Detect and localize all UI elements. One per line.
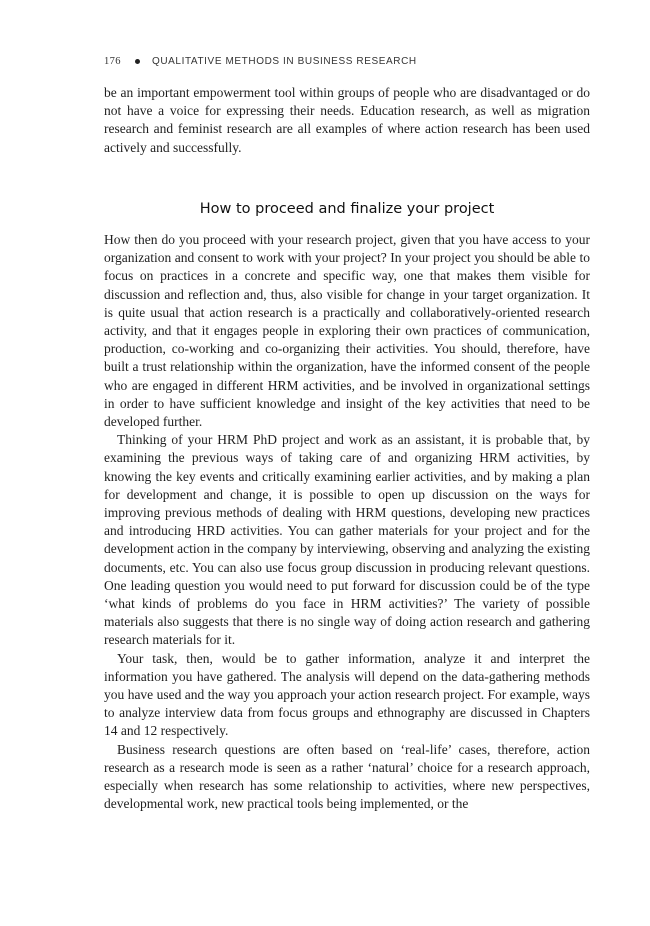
intro-paragraph: be an important empowerment tool within groups of people who are disadvantaged or do not have a voice for expressing their needs. Education research, as well as migration research and feminist research are all examples of where action research has been used actively and successfully. — [104, 85, 590, 155]
section-paragraph-4: Business research questions are often based on ‘real-life’ cases, therefore, action research as a research mode is seen as a rather ‘natural’ choice for a research approach, especially when research has some relationship to activities, where new perspectives, developmental work, new practical tools being implemented, or the — [104, 741, 590, 812]
section-body — [104, 231, 590, 814]
page-number: 176 — [104, 56, 121, 67]
running-head — [104, 56, 417, 67]
section-paragraph-2: Thinking of your HRM PhD project and work as an assistant, it is probable that, by examining the previous ways of taking care of and organizing HRM activities, by knowing the key events and critically examining earlier activities, and by making a plan for development and change, it is possible to open up discussion on the ways for improving previous methods of dealing with HRM questions, developing new practices and introducing HRD activities. You can gather materials for your project and for the development action in the company by interviewing, observing and analyzing the existing documents, etc. You can also use focus group discussion in producing relevant questions. One leading question you would need to put forward for discussion could be of the type ‘what kinds of problems do you face in HRM activities?’ The variety of possible materials also suggests that there is no single way of doing action research and gathering research materials for it. — [104, 432, 590, 648]
section-paragraph-1: How then do you proceed with your research project, given that you have access to your organization and consent to work with your project? In your project you should be able to focus on practices in a concrete and specific way, one that makes them visible for discussion and reflection and, thus, also visible for change in your target organization. It is quite usual that action research is a practically and collaboratively-oriented research activity, and that it engages people in exploring their own practices of communication, production, co-working and co-organizing their activities. You should, therefore, have built a trust relationship within the organization, have the informed consent of the people who are engaged in different HRM activities, and be involved in organizational settings in order to have sufficient knowledge and insight of the key activities that need to be developed further. — [104, 232, 590, 430]
book-title: QUALITATIVE METHODS IN BUSINESS RESEARCH — [151, 56, 417, 67]
section-paragraph-3: Your task, then, would be to gather information, analyze it and interpret the information you have gathered. The analysis will depend on the data-gathering methods you have used and the way you approach your action research project. For example, ways to analyze interview data from focus groups and ethnography are discussed in Chapters 14 and 12 respectively. — [104, 650, 590, 739]
intro-text-block — [104, 84, 590, 157]
bullet-separator-icon — [135, 59, 140, 64]
section-heading: How to proceed and finalize your project — [199, 201, 495, 217]
